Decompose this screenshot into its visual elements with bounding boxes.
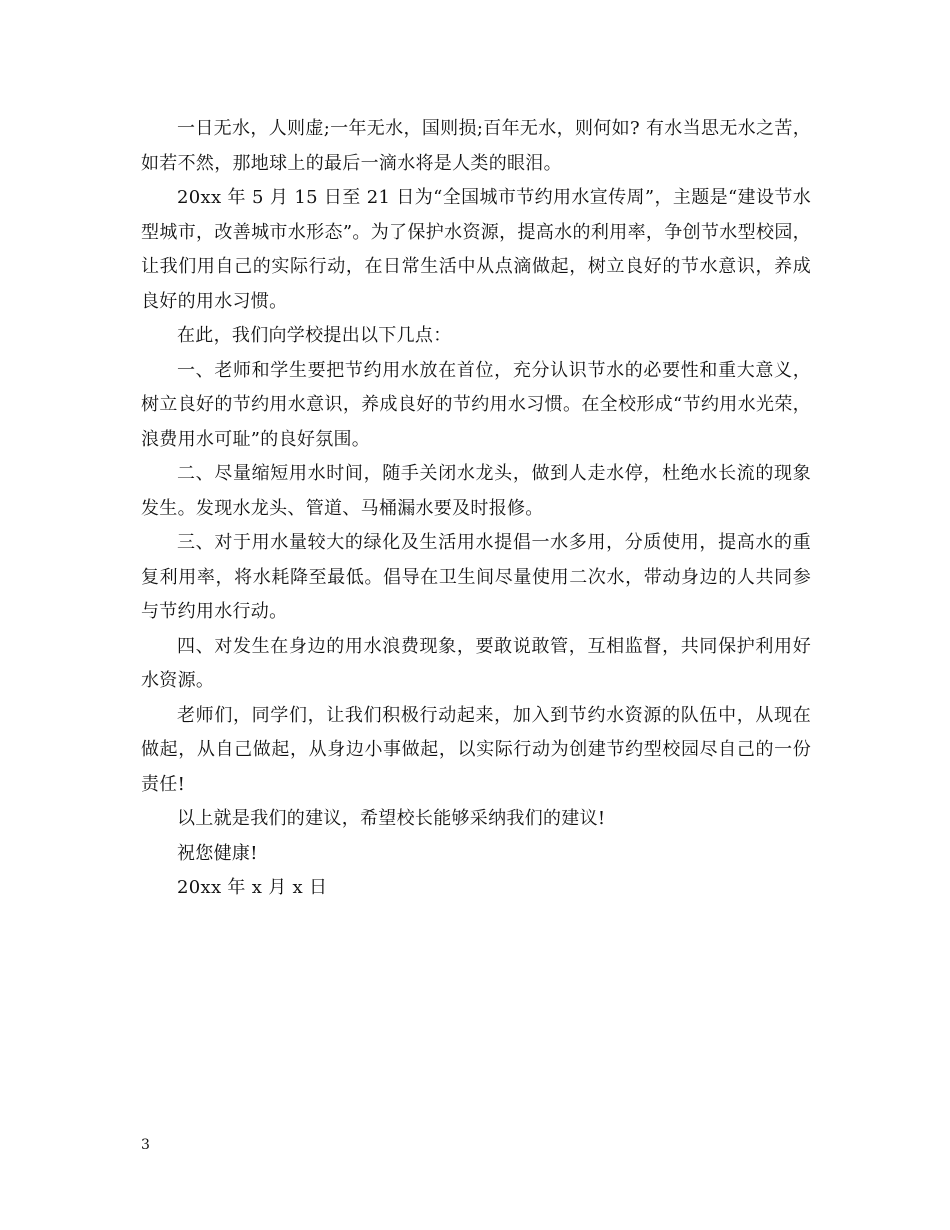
paragraph-closing: 以上就是我们的建议，希望校长能够采纳我们的建议! — [177, 808, 606, 829]
paragraph-proposal-3: 三、对于用水量较大的绿化及生活用水提倡一水多用，分质使用，提高水的重复利用率，将水耗降至最低。倡导在卫生间尽量使用二次水，带动身边的人共同参与节约用水行动。 — [141, 532, 811, 622]
paragraph-call-to-action: 老师们，同学们，让我们积极行动起来，加入到节约水资源的队伍中，从现在做起，从自己做起，从身边小事做起，以实际行动为创建节约型校园尽自己的一份责任! — [141, 704, 811, 795]
paragraph-proposal-2: 二、尽量缩短用水时间，随手关闭水龙头，做到人走水停，杜绝水长流的现象发生。发现水龙头、管道、马桶漏水要及时报修。 — [141, 463, 811, 519]
paragraph-proposal-4: 四、对发生在身边的用水浪费现象，要敢说敢管，互相监督，共同保护利用好水资源。 — [141, 635, 811, 691]
paragraph-wishes: 祝您健康! — [177, 842, 258, 864]
paragraph-proposal-1: 一、老师和学生要把节约用水放在首位，充分认识节水的必要性和重大意义，树立良好的节约用水意识，养成良好的节约用水习惯。在全校形成“节约用水光荣，浪费用水可耻”的良好氛围。 — [141, 359, 811, 450]
document-body — [141, 112, 811, 906]
page-number: 3 — [141, 1137, 150, 1153]
paragraph-intro: 一日无水，人则虚;一年无水，国则损;百年无水，则何如? 有水当思无水之苦，如若不然，那地球上的最后一滴水将是人类的眼泪。 — [141, 118, 811, 174]
paragraph-water-week: 20xx 年 5 月 15 日至 21 日为“全国城市节约用水宣传周”，主题是“建设节水型城市，改善城市水形态”。为了保护水资源，提高水的利用率，争创节水型校园，让我们用自己的实际行动，在日常生活中从点滴做起，树立良好的节水意识，养成良好的用水习惯。 — [141, 187, 811, 312]
paragraph-proposals-lead: 在此，我们向学校提出以下几点： — [177, 325, 452, 346]
paragraph-date: 20xx 年 x 月 x 日 — [177, 877, 328, 898]
